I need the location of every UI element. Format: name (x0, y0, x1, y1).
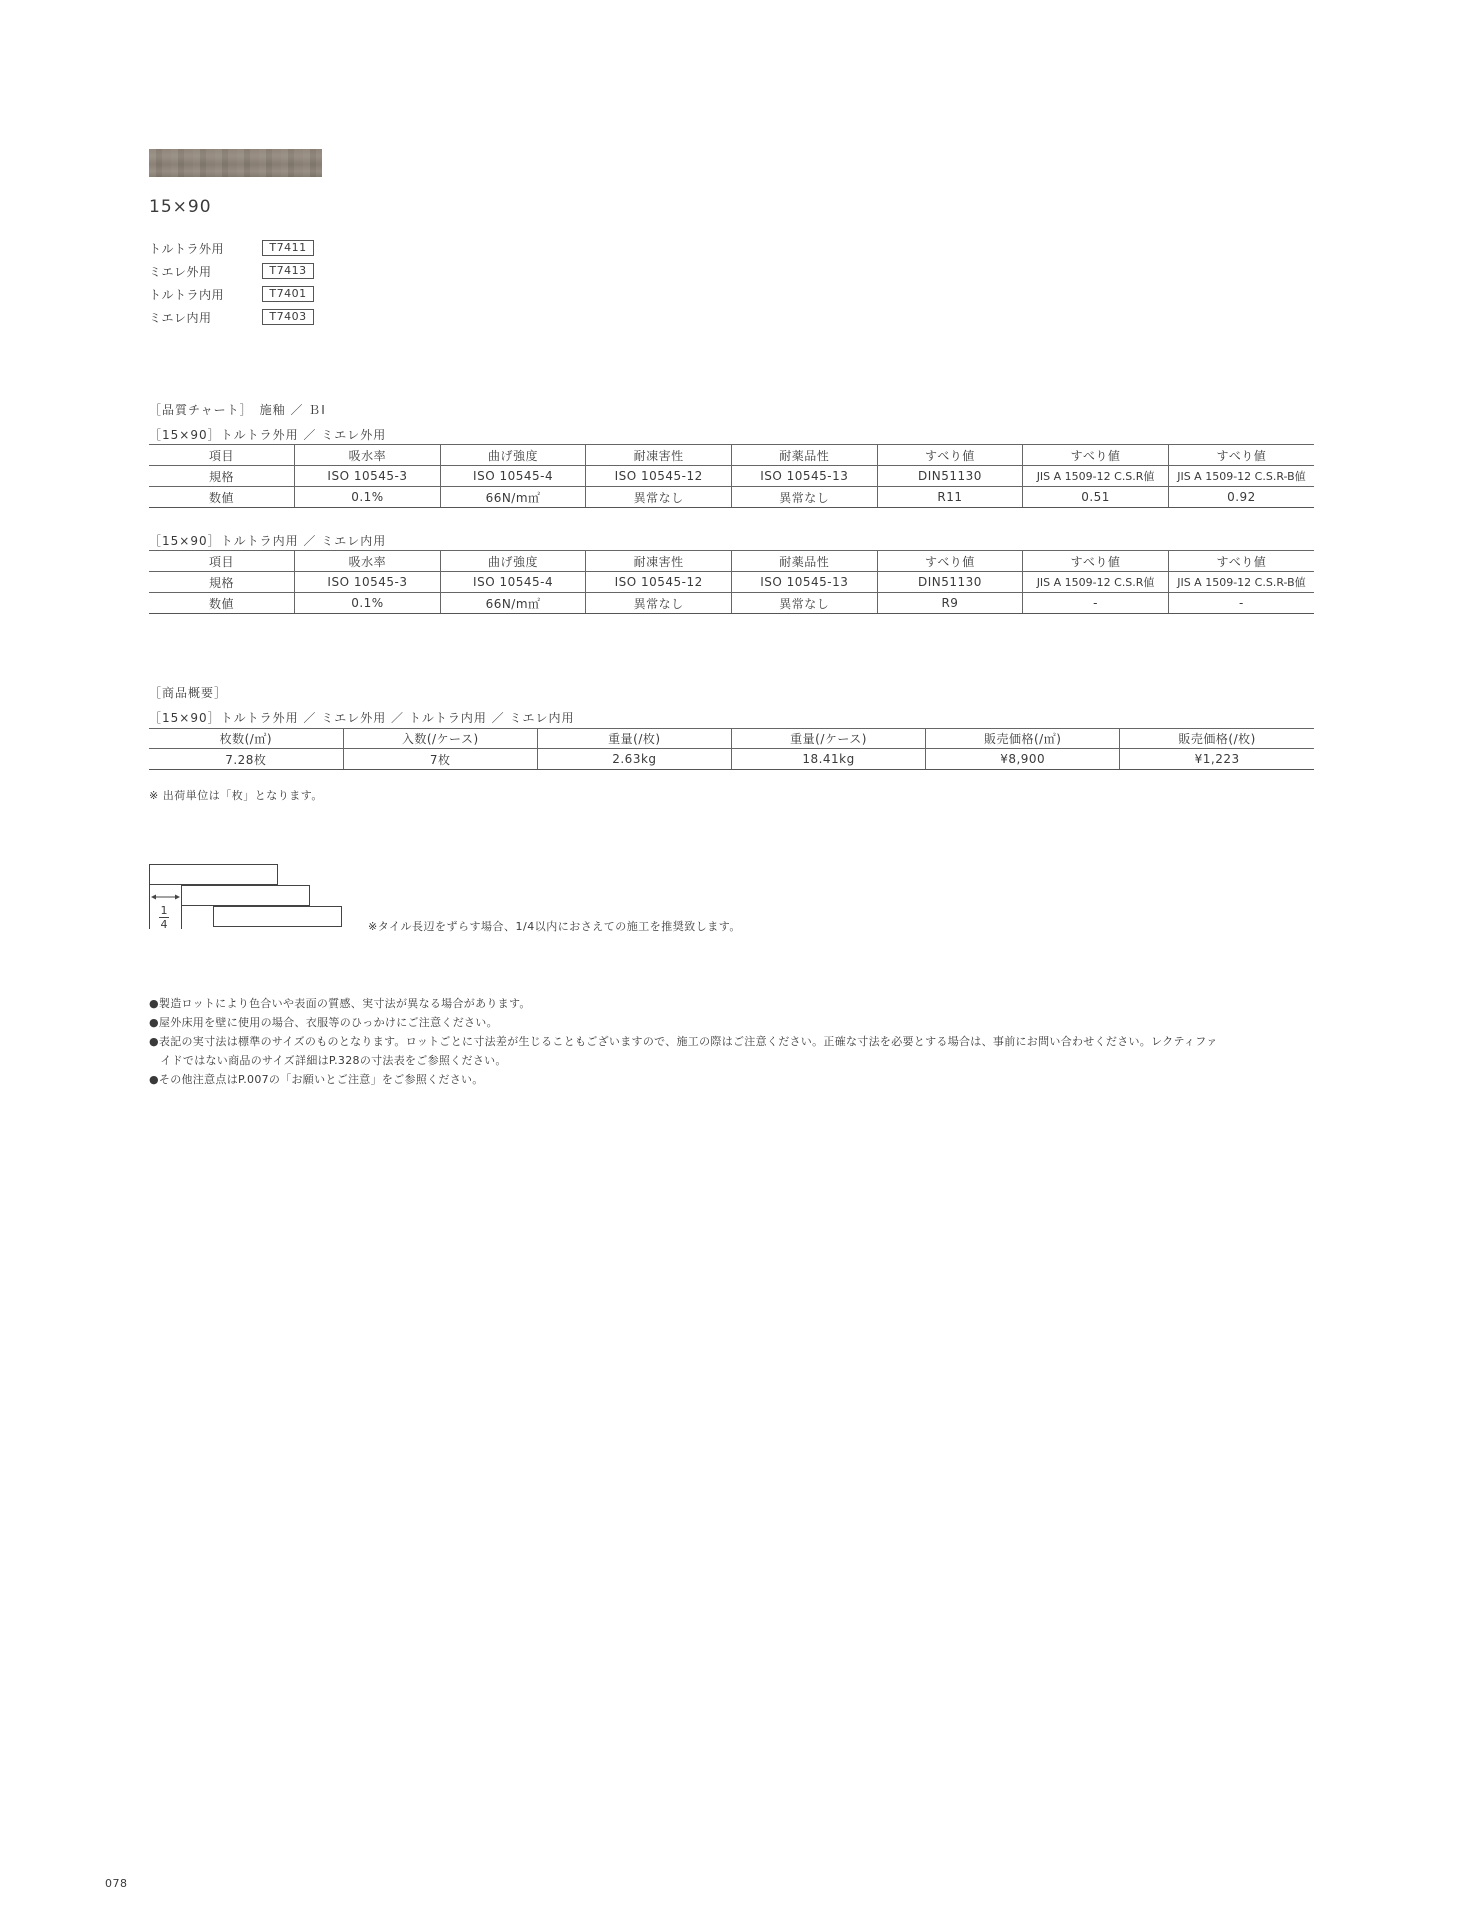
table-cell: JIS A 1509-12 C.S.R値 (1023, 466, 1169, 487)
note-line: ●表記の実寸法は標準のサイズのものとなります。ロットごとに寸法差が生じることもございますので、施工の際はご注意ください。正確な寸法を必要とする場合は、事前にお問い合わせください。レクティファ (149, 1035, 1218, 1048)
table-cell: R11 (877, 487, 1023, 508)
size-title: 15×90 (149, 197, 212, 217)
table-cell: DIN51130 (877, 572, 1023, 593)
summary-table (149, 728, 1314, 770)
table-cell: ISO 10545-13 (732, 572, 878, 593)
tile-swatch (149, 149, 322, 177)
note-line: ●製造ロットにより色合いや表面の質感、実寸法が異なる場合があります。 (149, 997, 531, 1010)
table-cell: 曲げ強度 (440, 551, 586, 572)
table-row (149, 729, 1314, 749)
diagram-guide-left (149, 884, 150, 929)
table-cell: ISO 10545-3 (295, 466, 441, 487)
table-cell: 曲げ強度 (440, 445, 586, 466)
table-cell: ISO 10545-13 (732, 466, 878, 487)
table-cell: ¥1,223 (1120, 749, 1314, 770)
table-cell: ISO 10545-3 (295, 572, 441, 593)
layout-note: ※タイル長辺をずらす場合、1/4以内におさえての施工を推奨致します。 (368, 920, 741, 933)
note-line: イドではない商品のサイズ詳細はP.328の寸法表をご参照ください。 (149, 1054, 507, 1067)
offset-arrow-icon (151, 893, 180, 901)
table-cell: JIS A 1509-12 C.S.R-B値 (1168, 466, 1314, 487)
quality-section-title: ［品質チャート］ 施釉 ／ ＢⅠ (149, 403, 326, 417)
table-cell: 0.1% (295, 593, 441, 614)
table-cell: 0.51 (1023, 487, 1169, 508)
table-cell: JIS A 1509-12 C.S.R-B値 (1168, 572, 1314, 593)
table-cell: すべり値 (1168, 551, 1314, 572)
variant-code: T7401 (262, 286, 314, 302)
table-row (149, 487, 1314, 508)
table-cell: すべり値 (877, 551, 1023, 572)
table-row (149, 572, 1314, 593)
table-cell: 異常なし (732, 487, 878, 508)
diagram-guide-right (181, 905, 182, 929)
note-line: ●屋外床用を壁に使用の場合、衣服等のひっかけにご注意ください。 (149, 1016, 498, 1029)
table-cell: すべり値 (1023, 551, 1169, 572)
table-cell: 吸水率 (295, 445, 441, 466)
table-cell: 枚数(/㎡) (149, 729, 343, 749)
variant-code: T7403 (262, 309, 314, 325)
variant-code: T7411 (262, 240, 314, 256)
table-cell: R9 (877, 593, 1023, 614)
table-cell: 重量(/ケース) (731, 729, 925, 749)
table-cell: 販売価格(/㎡) (926, 729, 1120, 749)
page-number: 078 (105, 1877, 128, 1890)
table-cell: 2.63kg (537, 749, 731, 770)
table-cell: - (1023, 593, 1169, 614)
table-cell: 吸水率 (295, 551, 441, 572)
table-cell: JIS A 1509-12 C.S.R値 (1023, 572, 1169, 593)
table-cell: 項目 (149, 445, 295, 466)
variant-code: T7413 (262, 263, 314, 279)
quality-table-caption: ［15×90］トルトラ内用 ／ ミエレ内用 (149, 534, 387, 548)
table-row (149, 551, 1314, 572)
table-cell: - (1168, 593, 1314, 614)
table-cell: 耐薬品性 (732, 445, 878, 466)
tile-diagram-row-2 (181, 885, 310, 906)
table-cell: DIN51130 (877, 466, 1023, 487)
variant-label: トルトラ外用 (149, 242, 225, 256)
quality-table-exterior (149, 444, 1314, 508)
table-cell: 規格 (149, 572, 295, 593)
variant-label: ミエレ内用 (149, 311, 212, 325)
shipping-note: ※ 出荷単位は「枚」となります。 (149, 789, 323, 802)
table-cell: ¥8,900 (926, 749, 1120, 770)
table-cell: 7枚 (343, 749, 537, 770)
table-cell: 0.92 (1168, 487, 1314, 508)
table-cell: すべり値 (877, 445, 1023, 466)
table-cell: 耐凍害性 (586, 551, 732, 572)
fraction-denominator: 4 (160, 918, 168, 931)
table-cell: 規格 (149, 466, 295, 487)
table-cell: 異常なし (732, 593, 878, 614)
table-row (149, 593, 1314, 614)
tile-diagram-row-1 (149, 864, 278, 885)
table-cell: ISO 10545-4 (440, 572, 586, 593)
table-row (149, 466, 1314, 487)
table-row (149, 445, 1314, 466)
table-cell: 66N/m㎡ (440, 487, 586, 508)
table-cell: 7.28枚 (149, 749, 343, 770)
table-cell: ISO 10545-12 (586, 572, 732, 593)
table-cell: 耐凍害性 (586, 445, 732, 466)
table-cell: 項目 (149, 551, 295, 572)
note-line: ●その他注意点はP.007の「お願いとご注意」をご参照ください。 (149, 1073, 484, 1086)
table-cell: 販売価格(/枚) (1120, 729, 1314, 749)
table-cell: すべり値 (1168, 445, 1314, 466)
table-row (149, 749, 1314, 770)
table-cell: ISO 10545-12 (586, 466, 732, 487)
table-cell: 数値 (149, 487, 295, 508)
table-cell: 66N/m㎡ (440, 593, 586, 614)
summary-caption: ［15×90］トルトラ外用 ／ ミエレ外用 ／ トルトラ内用 ／ ミエレ内用 (149, 711, 575, 725)
variant-label: ミエレ外用 (149, 265, 212, 279)
table-cell: 耐薬品性 (732, 551, 878, 572)
table-cell: 異常なし (586, 487, 732, 508)
table-cell: 数値 (149, 593, 295, 614)
table-cell: 重量(/枚) (537, 729, 731, 749)
table-cell: 入数(/ケース) (343, 729, 537, 749)
tile-diagram-row-3 (213, 906, 342, 927)
quality-table-caption: ［15×90］トルトラ外用 ／ ミエレ外用 (149, 428, 387, 442)
fraction-numerator: 1 (160, 904, 168, 917)
table-cell: 18.41kg (731, 749, 925, 770)
table-cell: すべり値 (1023, 445, 1169, 466)
summary-section-title: ［商品概要］ (149, 686, 228, 700)
general-notes (149, 994, 1319, 1089)
table-cell: 0.1% (295, 487, 441, 508)
table-cell: 異常なし (586, 593, 732, 614)
variant-label: トルトラ内用 (149, 288, 225, 302)
table-cell: ISO 10545-4 (440, 466, 586, 487)
quality-table-interior (149, 550, 1314, 614)
